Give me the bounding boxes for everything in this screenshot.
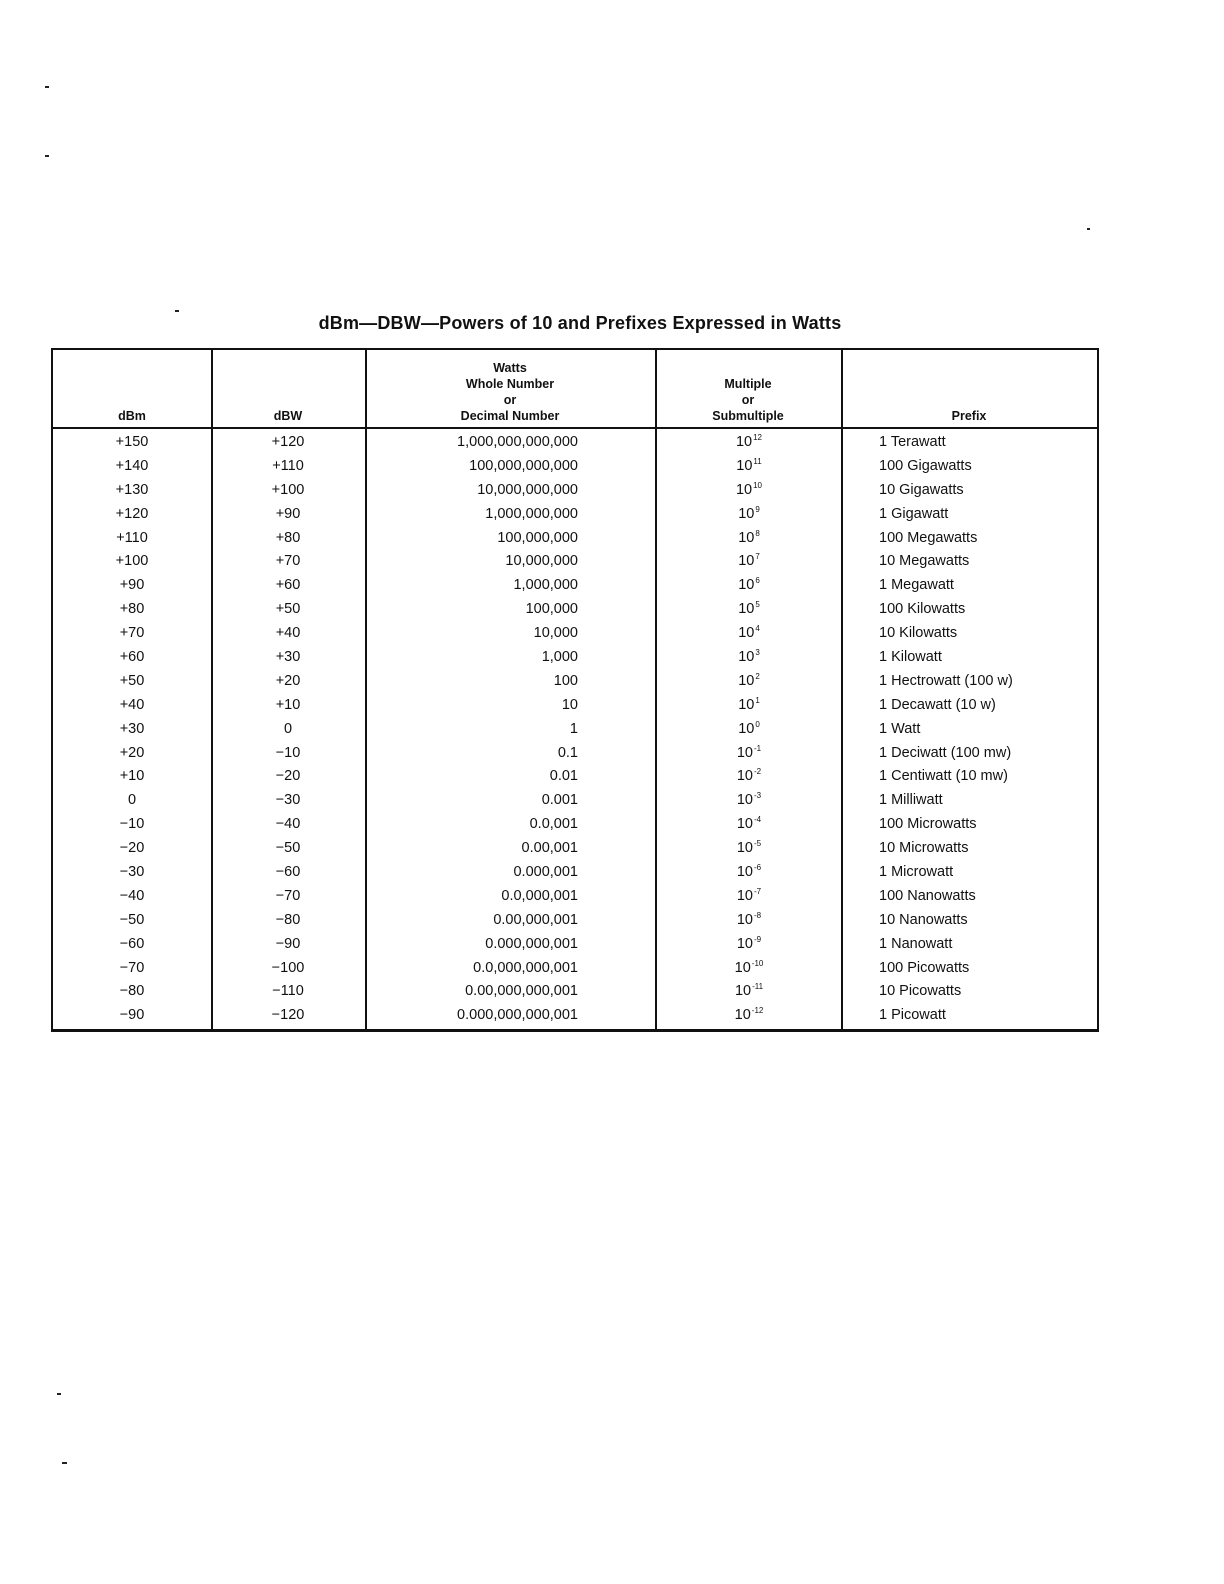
multiple-exponent: -11 — [752, 982, 764, 992]
multiple-cell — [656, 862, 842, 884]
watts-cell: 10 — [561, 696, 578, 713]
table-row — [53, 528, 1097, 552]
watts-cell: 0.1 — [557, 744, 578, 761]
multiple-base: 10 — [736, 816, 753, 833]
header-divider — [53, 427, 1097, 429]
dbm-cell: +60 — [119, 649, 145, 666]
dbm-cell: −50 — [119, 911, 145, 928]
multiple-base: 10 — [738, 625, 755, 642]
dbw-cell: −100 — [271, 959, 305, 976]
dbw-cell: +80 — [275, 529, 301, 546]
multiple-exponent: -1 — [754, 743, 762, 753]
table-row — [53, 790, 1097, 814]
watts-cell: 10,000 — [533, 625, 578, 642]
dbw-cell: −40 — [275, 816, 301, 833]
multiple-cell — [656, 719, 842, 741]
multiple-cell — [656, 910, 842, 932]
multiple-exponent: 4 — [755, 624, 760, 634]
table-row — [53, 480, 1097, 504]
multiple-base: 10 — [738, 505, 755, 522]
dbm-cell: +120 — [115, 505, 149, 522]
prefix-cell: 1 Gigawatt — [879, 505, 949, 522]
header-prefix: Prefix — [951, 409, 987, 423]
prefix-cell: 1 Hectrowatt (100 w) — [879, 672, 1013, 689]
watts-cell: 1,000,000,000 — [485, 505, 578, 522]
multiple-base: 10 — [736, 792, 753, 809]
dbw-cell: −60 — [275, 864, 301, 881]
multiple-cell — [656, 934, 842, 956]
prefix-cell: 1 Centiwatt (10 mw) — [879, 768, 1008, 785]
multiple-base: 10 — [735, 481, 753, 498]
multiple-cell — [656, 528, 842, 550]
multiple-cell — [656, 766, 842, 788]
table-row — [53, 838, 1097, 862]
prefix-cell: 1 Picowatt — [879, 1007, 946, 1024]
multiple-cell — [656, 790, 842, 812]
watts-cell: 1 — [569, 720, 578, 737]
table-row — [53, 432, 1097, 456]
table-row — [53, 934, 1097, 958]
dbm-cell: −70 — [119, 959, 145, 976]
dbw-cell: +40 — [275, 625, 301, 642]
dbw-cell: +50 — [275, 601, 301, 618]
multiple-base: 10 — [738, 577, 755, 594]
dbw-cell: −20 — [275, 768, 301, 785]
dbm-cell: −10 — [119, 816, 145, 833]
multiple-base: 10 — [736, 911, 753, 928]
table-row — [53, 886, 1097, 910]
dbm-cell: −80 — [119, 983, 145, 1000]
header-multiple: Multiple or Submultiple — [712, 377, 784, 423]
prefix-cell: 100 Microwatts — [879, 816, 977, 833]
dbm-cell: −30 — [119, 864, 145, 881]
scan-speck — [1087, 228, 1090, 230]
multiple-base: 10 — [735, 434, 753, 450]
dbw-cell: +110 — [272, 457, 304, 474]
multiple-exponent: -3 — [754, 791, 762, 801]
multiple-cell — [656, 838, 842, 860]
watts-cell: 0.0,000,001 — [501, 887, 578, 904]
watts-cell: 0.001 — [541, 792, 578, 809]
multiple-exponent: 9 — [755, 504, 760, 514]
multiple-cell — [656, 432, 842, 454]
table-row — [53, 599, 1097, 623]
prefix-cell: 1 Nanowatt — [879, 935, 953, 952]
page-title: dBm—DBW—Powers of 10 and Prefixes Expressed in Watts — [318, 313, 842, 333]
multiple-exponent: -5 — [754, 839, 762, 849]
table-row — [53, 981, 1097, 1005]
multiple-base: 10 — [738, 672, 755, 689]
multiple-cell — [656, 623, 842, 645]
watts-cell: 0.00,000,000,001 — [465, 983, 578, 1000]
dbw-cell: +70 — [275, 553, 301, 570]
scan-speck — [45, 155, 49, 157]
multiple-cell — [656, 575, 842, 597]
multiple-exponent: -4 — [754, 815, 762, 825]
prefix-cell: 100 Megawatts — [879, 529, 978, 546]
prefix-cell: 1 Decawatt (10 w) — [879, 696, 996, 713]
table-row — [53, 719, 1097, 743]
dbm-cell: +110 — [116, 529, 148, 546]
multiple-cell — [656, 647, 842, 669]
multiple-cell — [656, 599, 842, 621]
multiple-cell — [656, 958, 842, 980]
multiple-exponent: 8 — [755, 528, 760, 538]
prefix-cell: 1 Microwatt — [879, 864, 954, 881]
table-row — [53, 862, 1097, 886]
prefix-cell: 10 Nanowatts — [879, 911, 968, 928]
multiple-cell — [656, 695, 842, 717]
table-row — [53, 958, 1097, 982]
table-row — [53, 1005, 1097, 1029]
multiple-exponent: -7 — [754, 886, 762, 896]
multiple-base: 10 — [736, 457, 753, 474]
prefix-cell: 100 Kilowatts — [879, 601, 966, 618]
multiple-base: 10 — [736, 887, 753, 904]
table-row — [53, 695, 1097, 719]
multiple-exponent: -12 — [751, 1006, 764, 1016]
multiple-base: 10 — [736, 935, 753, 952]
dbm-cell: +90 — [119, 577, 145, 594]
dbm-cell: +140 — [115, 457, 149, 474]
multiple-exponent: 12 — [753, 433, 763, 442]
table-row — [53, 623, 1097, 647]
watts-cell: 100 — [553, 672, 578, 689]
multiple-exponent: 11 — [753, 456, 762, 466]
multiple-base: 10 — [736, 744, 753, 761]
multiple-base: 10 — [734, 959, 751, 976]
table-row — [53, 551, 1097, 575]
multiple-base: 10 — [738, 720, 755, 737]
prefix-cell: 1 Watt — [879, 720, 921, 737]
multiple-base: 10 — [738, 601, 755, 618]
multiple-base: 10 — [738, 529, 755, 546]
multiple-exponent: -6 — [754, 863, 762, 873]
prefix-cell: 10 Gigawatts — [879, 481, 964, 498]
watts-cell: 0.000,001 — [513, 864, 578, 881]
table-row — [53, 766, 1097, 790]
watts-cell: 1,000,000,000,000 — [457, 434, 578, 450]
watts-cell: 1,000,000 — [513, 577, 578, 594]
table-row — [53, 671, 1097, 695]
watts-cell: 1,000 — [541, 649, 578, 666]
multiple-base: 10 — [734, 1007, 751, 1024]
dbw-cell: +30 — [275, 649, 301, 666]
watts-cell: 100,000 — [525, 601, 578, 618]
prefix-cell: 1 Deciwatt (100 mw) — [879, 744, 1012, 761]
dbm-cell: +100 — [115, 553, 149, 570]
prefix-cell: 1 Kilowatt — [879, 649, 942, 666]
multiple-exponent: -9 — [754, 934, 762, 944]
dbw-cell: −50 — [275, 840, 301, 857]
watts-cell: 0.000,000,000,001 — [457, 1007, 578, 1024]
multiple-exponent: 3 — [755, 648, 760, 658]
header-dbm: dBm — [118, 409, 146, 423]
multiple-cell — [656, 480, 842, 502]
dbm-cell: −40 — [119, 887, 145, 904]
dbw-cell: −120 — [271, 1007, 305, 1024]
prefix-cell: 100 Nanowatts — [879, 887, 976, 904]
prefix-cell: 1 Megawatt — [879, 577, 954, 594]
dbm-cell: +20 — [119, 744, 145, 761]
multiple-exponent: 6 — [755, 576, 760, 586]
watts-cell: 0.0,001 — [529, 816, 578, 833]
multiple-cell — [656, 814, 842, 836]
multiple-cell — [656, 456, 842, 478]
prefix-cell: 100 Picowatts — [879, 959, 970, 976]
multiple-exponent: -2 — [754, 767, 762, 777]
dbw-cell: 0 — [283, 720, 293, 737]
multiple-base: 10 — [736, 864, 753, 881]
multiple-base: 10 — [738, 649, 755, 666]
multiple-exponent: 1 — [755, 695, 760, 705]
dbm-cell: +30 — [119, 720, 145, 737]
watts-cell: 0.0,000,000,001 — [473, 959, 578, 976]
header-watts: Watts Whole Number or Decimal Number — [460, 361, 560, 423]
prefix-cell: 10 Megawatts — [879, 553, 970, 570]
multiple-exponent: 10 — [753, 480, 763, 490]
multiple-cell — [656, 551, 842, 573]
dbm-cell: +40 — [119, 696, 145, 713]
table-row — [53, 814, 1097, 838]
dbm-cell: −90 — [119, 1007, 145, 1024]
prefix-cell: 1 Milliwatt — [879, 792, 943, 809]
prefix-cell: 1 Terawatt — [879, 434, 946, 450]
dbm-cell: +70 — [119, 625, 145, 642]
dbw-cell: +10 — [275, 696, 301, 713]
dbw-cell: +90 — [275, 505, 301, 522]
dbm-cell: +10 — [119, 768, 145, 785]
watts-cell: 10,000,000,000 — [477, 481, 578, 498]
multiple-cell — [656, 671, 842, 693]
multiple-exponent: 5 — [755, 600, 760, 610]
multiple-base: 10 — [734, 983, 752, 1000]
dbw-cell: +60 — [275, 577, 301, 594]
multiple-base: 10 — [736, 768, 753, 785]
watts-cell: 0.01 — [549, 768, 578, 785]
scan-speck — [57, 1393, 61, 1395]
multiple-base: 10 — [736, 840, 753, 857]
multiple-base: 10 — [738, 696, 755, 713]
scan-speck — [175, 310, 179, 312]
multiple-cell — [656, 886, 842, 908]
watts-cell: 0.00,000,001 — [493, 911, 578, 928]
multiple-cell — [656, 743, 842, 765]
dbw-cell: +20 — [275, 672, 301, 689]
dbw-cell: −70 — [275, 887, 301, 904]
dbw-cell: +100 — [271, 481, 305, 498]
multiple-exponent: -10 — [751, 958, 764, 968]
table-row — [53, 575, 1097, 599]
prefix-cell: 10 Picowatts — [879, 983, 962, 1000]
prefix-cell: 10 Microwatts — [879, 840, 969, 857]
dbm-cell: −20 — [119, 840, 145, 857]
dbm-cell: +150 — [115, 434, 149, 450]
watts-cell: 100,000,000 — [497, 529, 578, 546]
dbw-cell: −90 — [275, 935, 301, 952]
dbw-cell: −30 — [275, 792, 301, 809]
multiple-cell — [656, 504, 842, 526]
multiple-cell — [656, 981, 842, 1003]
multiple-exponent: 2 — [755, 671, 760, 681]
dbm-cell: −60 — [119, 935, 145, 952]
dbm-cell: +80 — [119, 601, 145, 618]
table-body — [53, 432, 1097, 1029]
multiple-cell — [656, 1005, 842, 1027]
multiple-base: 10 — [738, 553, 755, 570]
multiple-exponent: 7 — [755, 552, 760, 562]
table-row — [53, 456, 1097, 480]
dbm-cell: 0 — [127, 792, 137, 809]
table-row — [53, 647, 1097, 671]
header-dbw: dBW — [273, 409, 303, 423]
watts-cell: 0.000,000,001 — [485, 935, 578, 952]
prefix-cell: 10 Kilowatts — [879, 625, 958, 642]
multiple-exponent: 0 — [755, 719, 760, 729]
prefix-cell: 100 Gigawatts — [879, 457, 972, 474]
table-row — [53, 910, 1097, 934]
dbw-cell: +120 — [271, 434, 305, 450]
dbm-cell: +50 — [119, 672, 145, 689]
multiple-exponent: -8 — [754, 910, 762, 920]
scan-speck — [62, 1462, 67, 1464]
watts-cell: 10,000,000 — [505, 553, 578, 570]
dbm-cell: +130 — [115, 481, 149, 498]
table-row — [53, 743, 1097, 767]
table-row — [53, 504, 1097, 528]
dbw-cell: −110 — [272, 983, 304, 1000]
watts-cell: 0.00,001 — [521, 840, 578, 857]
watts-cell: 100,000,000,000 — [469, 457, 578, 474]
dbw-cell: −10 — [275, 744, 301, 761]
conversion-table — [51, 348, 1099, 1032]
dbw-cell: −80 — [275, 911, 301, 928]
scan-speck — [45, 86, 49, 88]
